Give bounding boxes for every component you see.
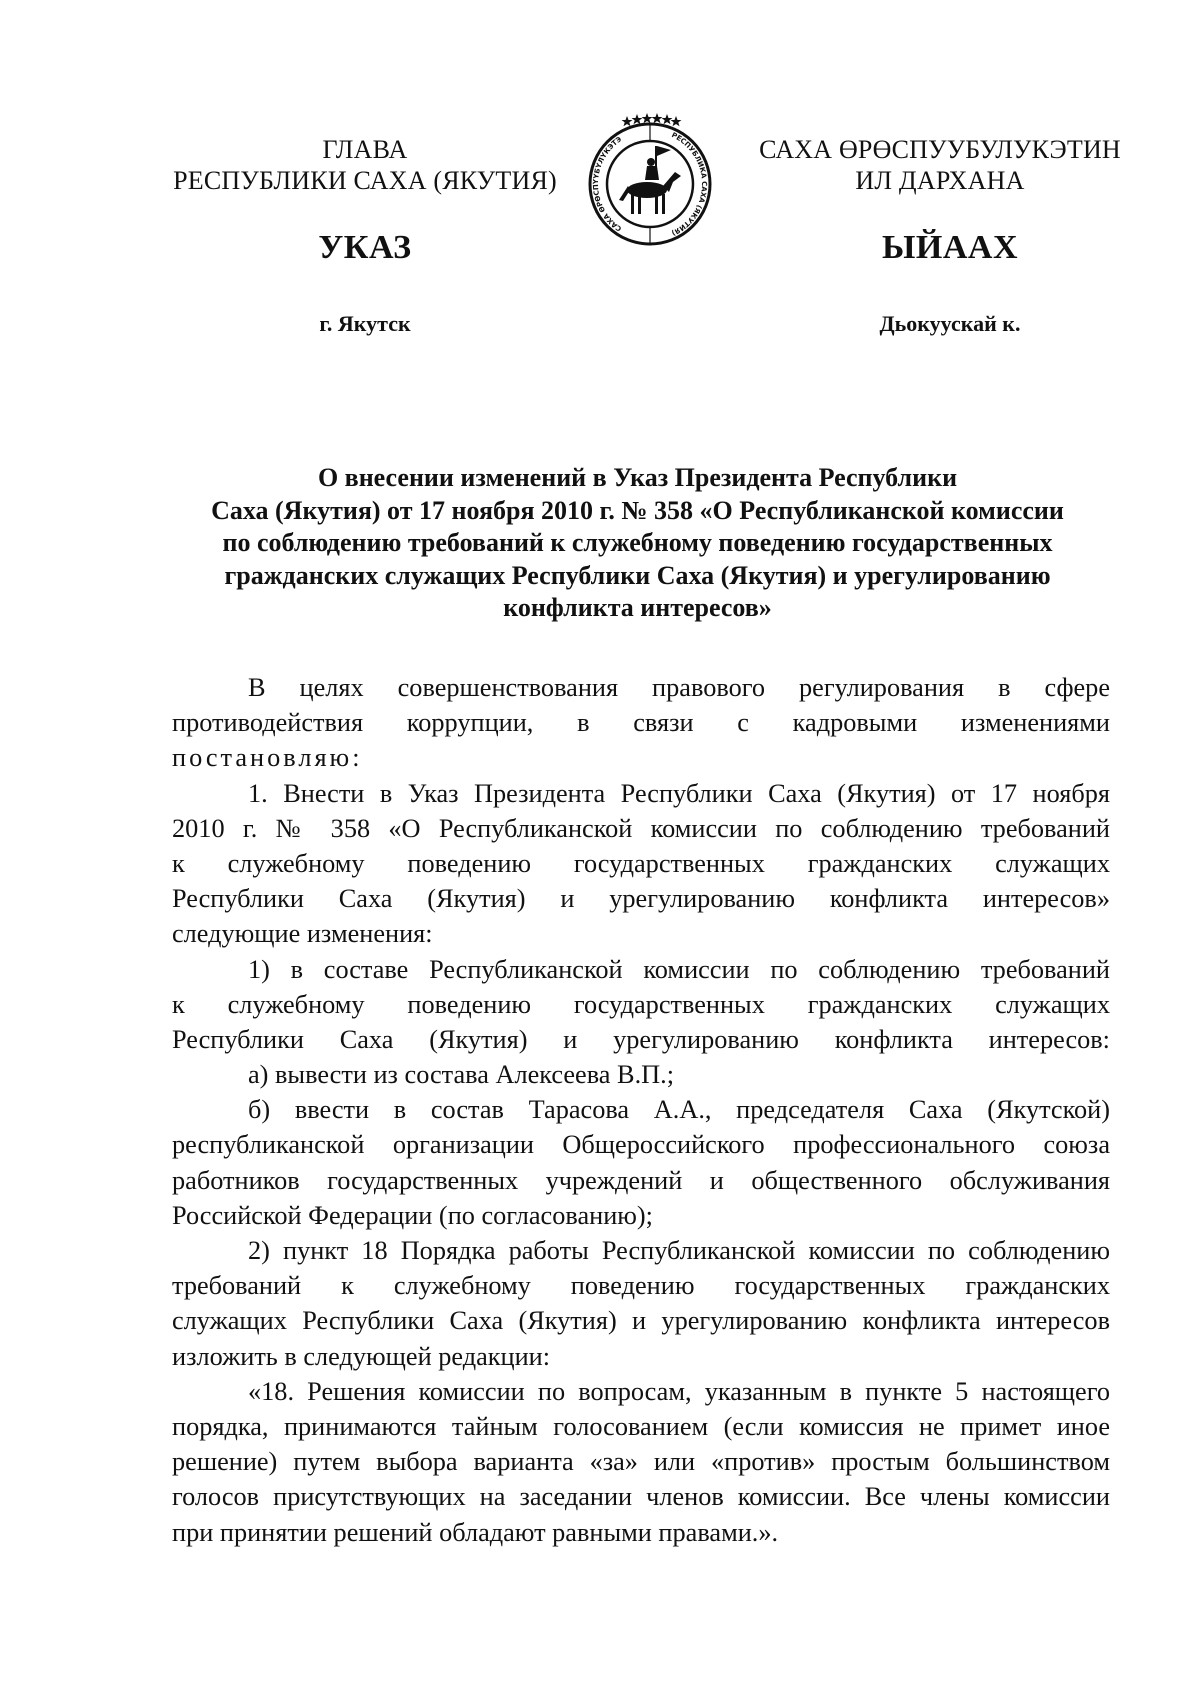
body-line-decree-word: постановляю: <box>172 743 363 773</box>
issuer-block-sakha <box>745 134 1135 196</box>
body-line: следующие изменения: <box>172 919 433 949</box>
body-line: к служебному поведению государственных гражданских служащих <box>172 989 1110 1019</box>
body-line: порядка, принимаются тайным голосованием (если комиссия не примет иное <box>172 1411 1110 1441</box>
body-line: при принятии решений обладают равными правами.». <box>172 1517 779 1547</box>
body-line: к служебному поведению государственных гражданских служащих <box>172 848 1110 878</box>
emblem-text-left: САХА ӨРӨСПҮҮБҮЛҮКЭТЭ <box>591 135 624 233</box>
body-line: решение) путем выбора варианта «за» или «против» простым большинством <box>172 1447 1110 1477</box>
body-line: «18. Решения комиссии по вопросам, указанным в пункте 5 настоящего <box>248 1376 1110 1406</box>
city-ru: г. Якутск <box>319 311 411 336</box>
body-line: 1. Внести в Указ Президента Республики Саха (Якутия) от 17 ноября <box>248 778 1110 808</box>
body-line: голосов присутствующих на заседании членов комиссии. Все члены комиссии <box>172 1482 1110 1512</box>
title-line: О внесении изменений в Указ Президента Республики <box>317 463 958 492</box>
body-line: требований к служебному поведению государственных гражданских <box>172 1271 1110 1301</box>
issuer-line-1-ru: ГЛАВА <box>322 135 408 164</box>
title-line: гражданских служащих Республики Саха (Якутия) и урегулированию <box>224 560 1051 590</box>
city-sakha: Дьокуускай к. <box>879 311 1021 336</box>
body-line: служащих Республики Саха (Якутия) и урегулированию конфликта интересов <box>172 1306 1110 1336</box>
body-line: Республики Саха (Якутия) и урегулированию конфликта интересов: <box>172 1024 1110 1054</box>
body-line: 2010 г. № 358 «О Республиканской комиссии по соблюдению требований <box>172 813 1110 843</box>
decree-body <box>172 670 1110 1550</box>
title-line: по соблюдению требований к служебному поведению государственных <box>222 528 1053 557</box>
body-line: б) ввести в состав Тарасова А.А., председателя Саха (Якутской) <box>248 1095 1110 1125</box>
decree-label-sakha: ЫЙААХ <box>882 229 1018 266</box>
coat-of-arms-emblem <box>581 110 719 248</box>
issuer-line-1-sakha: САХА ӨРӨСПУУБУЛУКЭТИН <box>759 135 1121 164</box>
body-line: 2) пункт 18 Порядка работы Республиканской комиссии по соблюдению <box>248 1236 1110 1265</box>
body-line: изложить в следующей редакции: <box>172 1341 551 1371</box>
body-line: республиканской организации Общероссийского профессионального союза <box>172 1130 1110 1160</box>
emblem-text-right: РЕСПУБЛИКА САХА (ЯКУТИЯ) <box>670 131 709 237</box>
issuer-block-ru <box>160 134 570 196</box>
title-line: конфликта интересов» <box>503 593 772 622</box>
issuer-line-2-sakha: ИЛ ДАРХАНА <box>855 166 1025 195</box>
body-line: 1) в составе Республиканской комиссии по соблюдению требований <box>248 954 1110 984</box>
body-line: Российской Федерации (по согласованию); <box>172 1200 653 1230</box>
body-line: противодействия коррупции, в связи с кадровыми изменениями <box>172 708 1110 738</box>
decree-label-ru: УКАЗ <box>318 229 412 266</box>
decree-title <box>165 462 1110 625</box>
title-line: Саха (Якутия) от 17 ноября 2010 г. № 358 «О Республиканской комиссии <box>211 495 1064 525</box>
body-line: работников государственных учреждений и общественного обслуживания <box>172 1165 1110 1195</box>
issuer-line-2-ru: РЕСПУБЛИКИ САХА (ЯКУТИЯ) <box>173 166 557 195</box>
body-line: В целях совершенствования правового регулирования в сфере <box>248 673 1110 702</box>
body-line: а) вывести из состава Алексеева В.П.; <box>248 1060 675 1090</box>
body-line: Республики Саха (Якутия) и урегулированию конфликта интересов» <box>172 884 1110 914</box>
